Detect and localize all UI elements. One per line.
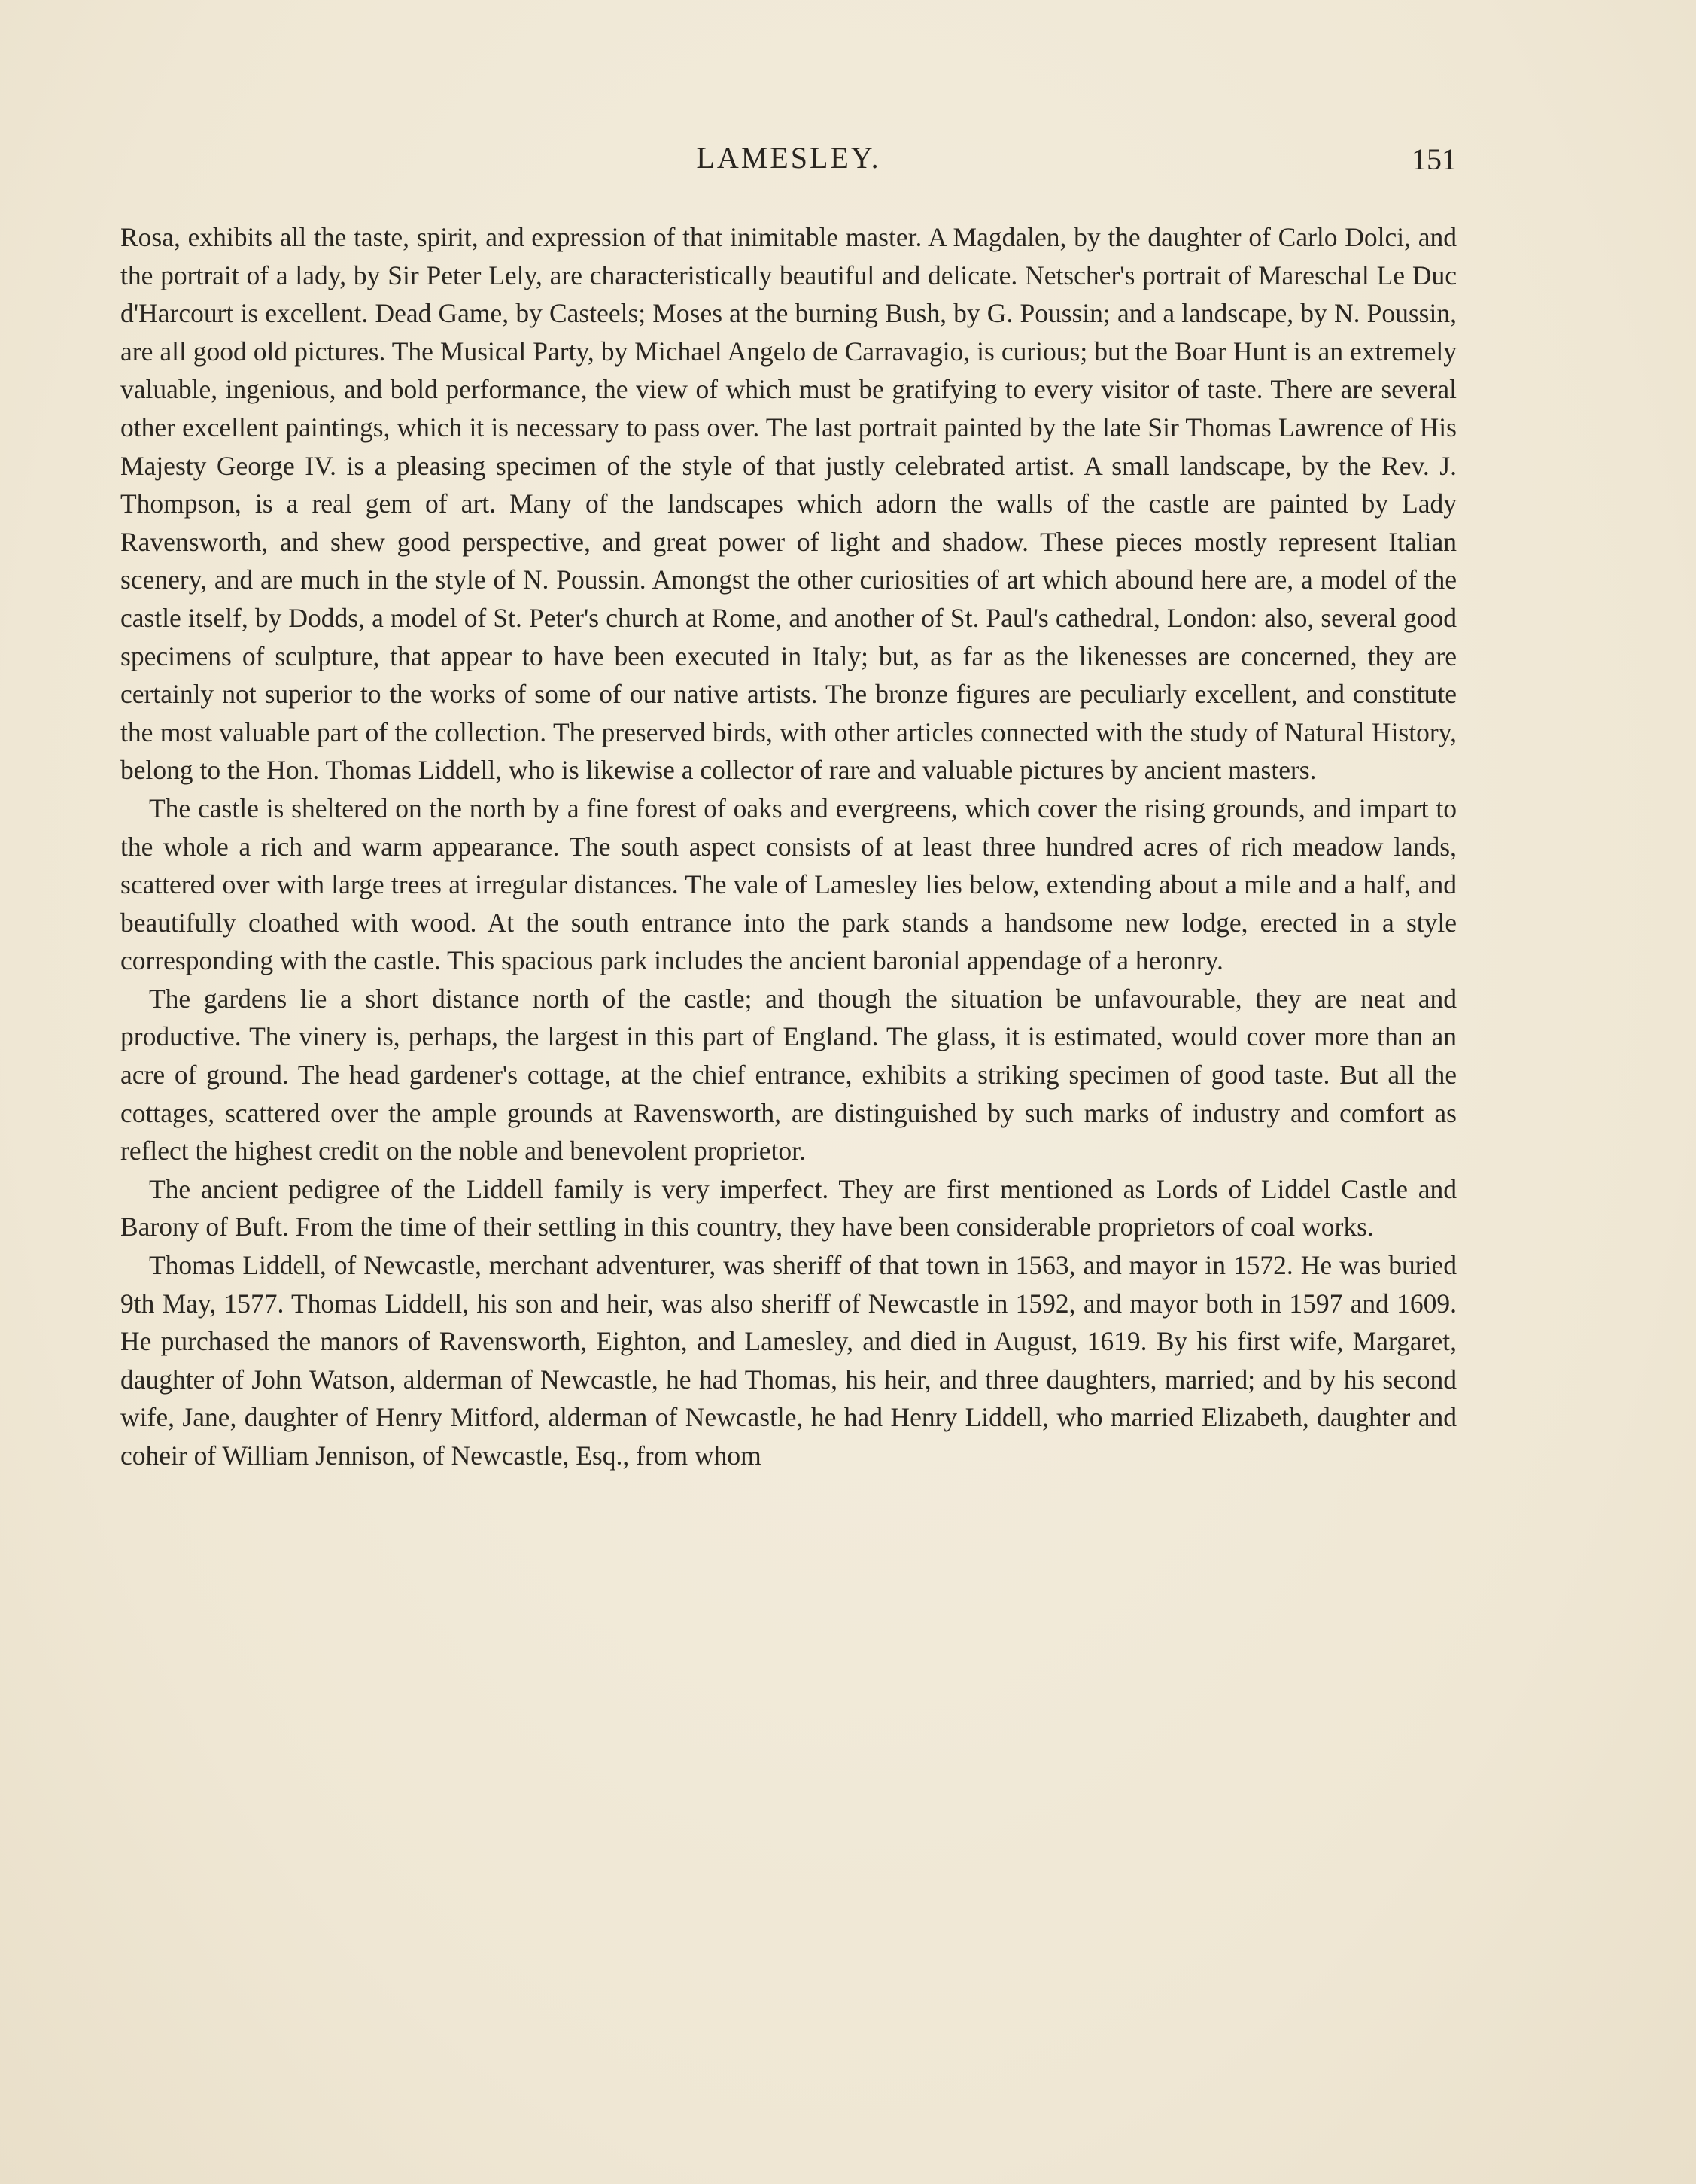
paragraph-gardens: The gardens lie a short distance north of the castle; and though the situation be unfavourable, they are neat and productive. The vinery is, perhaps, the largest in this part of England. The glass, it is estimated, would cover more than an acre of ground. The head gardener's cottage, at the chief entrance, exhibits a striking specimen of good taste. But all the cottages, scattered over the ample grounds at Ravensworth, are distinguished by such marks of industry and comfort as reflect the highest credit on the noble and benevolent proprietor. xyxy=(120,983,1457,1167)
page-header xyxy=(120,140,1457,185)
page-number: 151 xyxy=(1412,142,1457,176)
paragraph-art-collection: Rosa, exhibits all the taste, spirit, and expression of that inimitable master. A Magdalen, by the daughter of Carlo Dolci, and the portrait of a lady, by Sir Peter Lely, are characteristically beautiful and delicate. Netscher's portrait of Mareschal Le Duc d'Harcourt is excellent. Dead Game, by Casteels; Moses at the burning Bush, by G. Poussin; and a landscape, by N. Poussin, are all good old pictures. The Musical Party, by Michael Angelo de Carravagio, is curious; but the Boar Hunt is an extremely valuable, ingenious, and bold performance, the view of which must be gratifying to every visitor of taste. There are several other excellent paintings, which it is necessary to pass over. The last portrait painted by the late Sir Thomas Lawrence of His Majesty George IV. is a pleasing specimen of the style of that justly celebrated artist. A small landscape, by the Rev. J. Thompson, is a real gem of art. Many of the landscapes which adorn the walls of the castle are painted by Lady Ravensworth, and shew good perspective, and great power of light and shadow. These pieces mostly represent Italian scenery, and are much in the style of N. Poussin. Amongst the other curiosities of art which abound here are, a model of the castle itself, by Dodds, a model of St. Peter's church at Rome, and another of St. Paul's cathedral, London: also, several good specimens of sculpture, that appear to have been executed in Italy; but, as far as the likenesses are concerned, they are certainly not superior to the works of some of our native artists. The bronze figures are peculiarly excellent, and constitute the most valuable part of the collection. The preserved birds, with other articles connected with the study of Natural History, belong to the Hon. Thomas Liddell, who is likewise a collector of rare and valuable pictures by ancient masters. xyxy=(120,222,1457,786)
paragraph-pedigree: The ancient pedigree of the Liddell family is very imperfect. They are first mentioned as Lords of Liddel Castle and Barony of Buft. From the time of their settling in this country, they have been considerable proprietors of coal works. xyxy=(120,1173,1457,1243)
running-head: LAMESLEY. xyxy=(696,141,881,175)
paragraph-castle-grounds: The castle is sheltered on the north by a fine forest of oaks and evergreens, which cover the rising grounds, and impart to the whole a rich and warm appearance. The south aspect consists of at least three hundred acres of rich meadow lands, scattered over with large trees at irregular distances. The vale of Lamesley lies below, extending about a mile and a half, and beautifully cloathed with wood. At the south entrance into the park stands a handsome new lodge, erected in a style corresponding with the castle. This spacious park includes the ancient baronial appendage of a heronry. xyxy=(120,792,1457,976)
paragraph-thomas-liddell: Thomas Liddell, of Newcastle, merchant adventurer, was sheriff of that town in 1563, and mayor in 1572. He was buried 9th May, 1577. Thomas Liddell, his son and heir, was also sheriff of Newcastle in 1592, and mayor both in 1597 and 1609. He purchased the manors of Ravensworth, Eighton, and Lamesley, and died in August, 1619. By his first wife, Margaret, daughter of John Watson, alderman of Newcastle, he had Thomas, his heir, and three daughters, married; and by his second wife, Jane, daughter of Henry Mitford, alderman of Newcastle, he had Henry Liddell, who married Elizabeth, daughter and coheir of William Jennison, of Newcastle, Esq., from whom xyxy=(120,1250,1457,1471)
body-text xyxy=(120,218,1457,1475)
